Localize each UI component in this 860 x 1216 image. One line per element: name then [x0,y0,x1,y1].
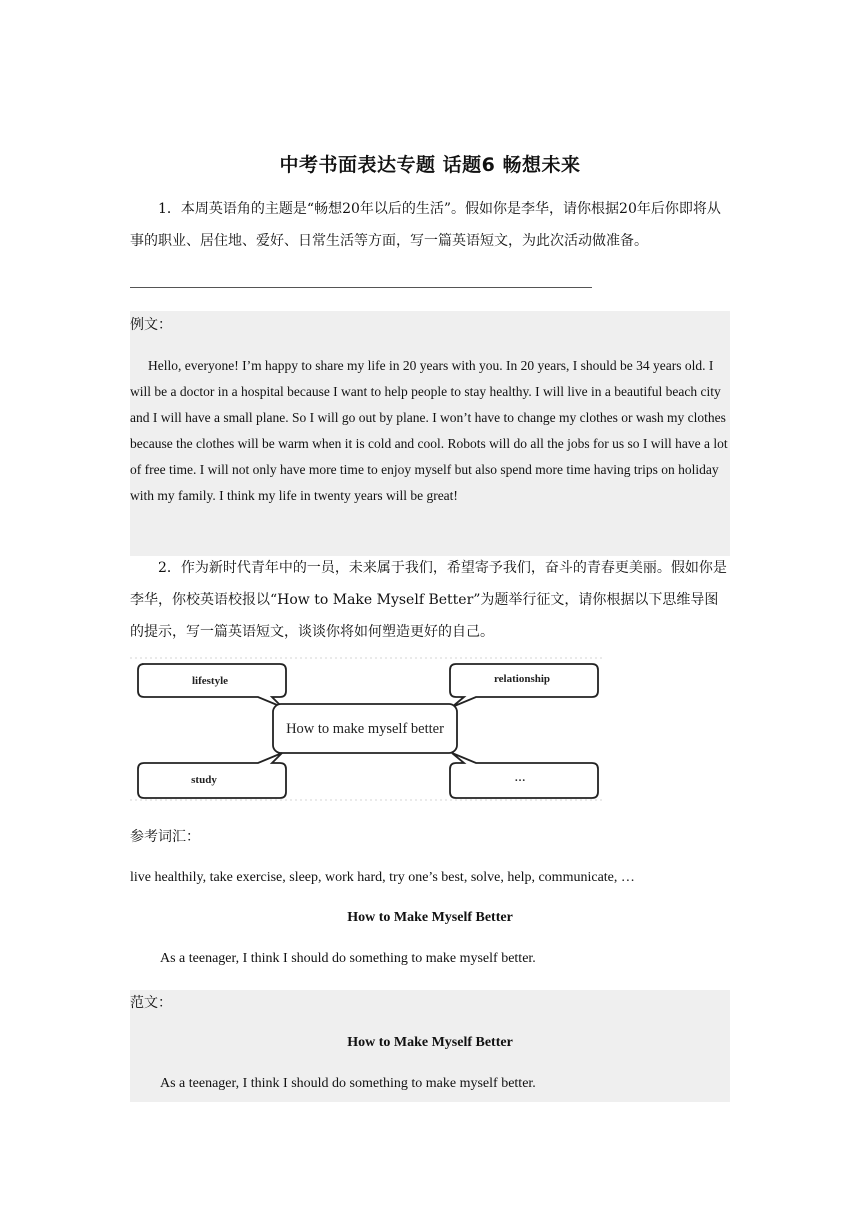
model-opening: As a teenager, I think I should do something to make myself better. [160,1076,536,1091]
mind-map-label-relationship: relationship [493,673,551,685]
model-label: 范文： [130,995,172,1011]
page-title: 中考书面表达专题 话题6 畅想未来 [279,154,581,176]
example-label: 例文： [130,317,172,333]
mind-map-node-center [273,704,457,753]
mind-map-label-study: study [191,774,217,786]
composition-title: How to Make Myself Better [347,910,513,925]
mind-map-label-center: How to make myself better [286,721,444,737]
model-title: How to Make Myself Better [347,1035,513,1050]
vocabulary-words: live healthily, take exercise, sleep, work hard, try one’s best, solve, help, communicate, … [130,870,635,885]
mind-map-label-more: … [514,772,526,784]
mind-map-node-lifestyle [138,664,286,707]
mind-map-diagram [130,655,605,803]
mind-map-node-study [138,753,286,798]
composition-opening: As a teenager, I think I should do something to make myself better. [160,951,536,966]
question-2-text: 2．作为新时代青年中的一员，未来属于我们，希望寄予我们，奋斗的青春更美丽。假如你是李华，你校英语校报以“How to Make Myself Better”为题举行征文，请你根据以下思维导图的提示，写一篇英语短文，谈谈你将如何塑造更好的自己。 [130,560,727,640]
answer-line [130,287,592,288]
mind-map-node-more [450,753,598,798]
mind-map-label-lifestyle: lifestyle [191,675,229,687]
vocabulary-label: 参考词汇： [130,829,200,845]
question-1-text: 1．本周英语角的主题是“畅想20年以后的生活”。假如你是李华，请你根据20年后你即将从事的职业、居住地、爱好、日常生活等方面，写一篇英语短文，为此次活动做准备。 [130,201,721,249]
example-essay-text: Hello, everyone! I’m happy to share my life in 20 years with you. In 20 years, I should be 34 years old. I will be a doctor in a hospital because I want to help people to stay healthy. I will live in a beautiful beach city and I will have a small plane. So I will go out by plane. I won’t have to change my clothes or wash my clothes because the clothes will be warm when it is cold and cool. Robots will do all the jobs for us so I will have a lot of free time. I will not only have more time to enjoy myself but also spend more time having trips on holiday with my family. I think my life in twenty years will be great! [130,358,728,503]
mind-map-node-relationship [450,664,598,707]
